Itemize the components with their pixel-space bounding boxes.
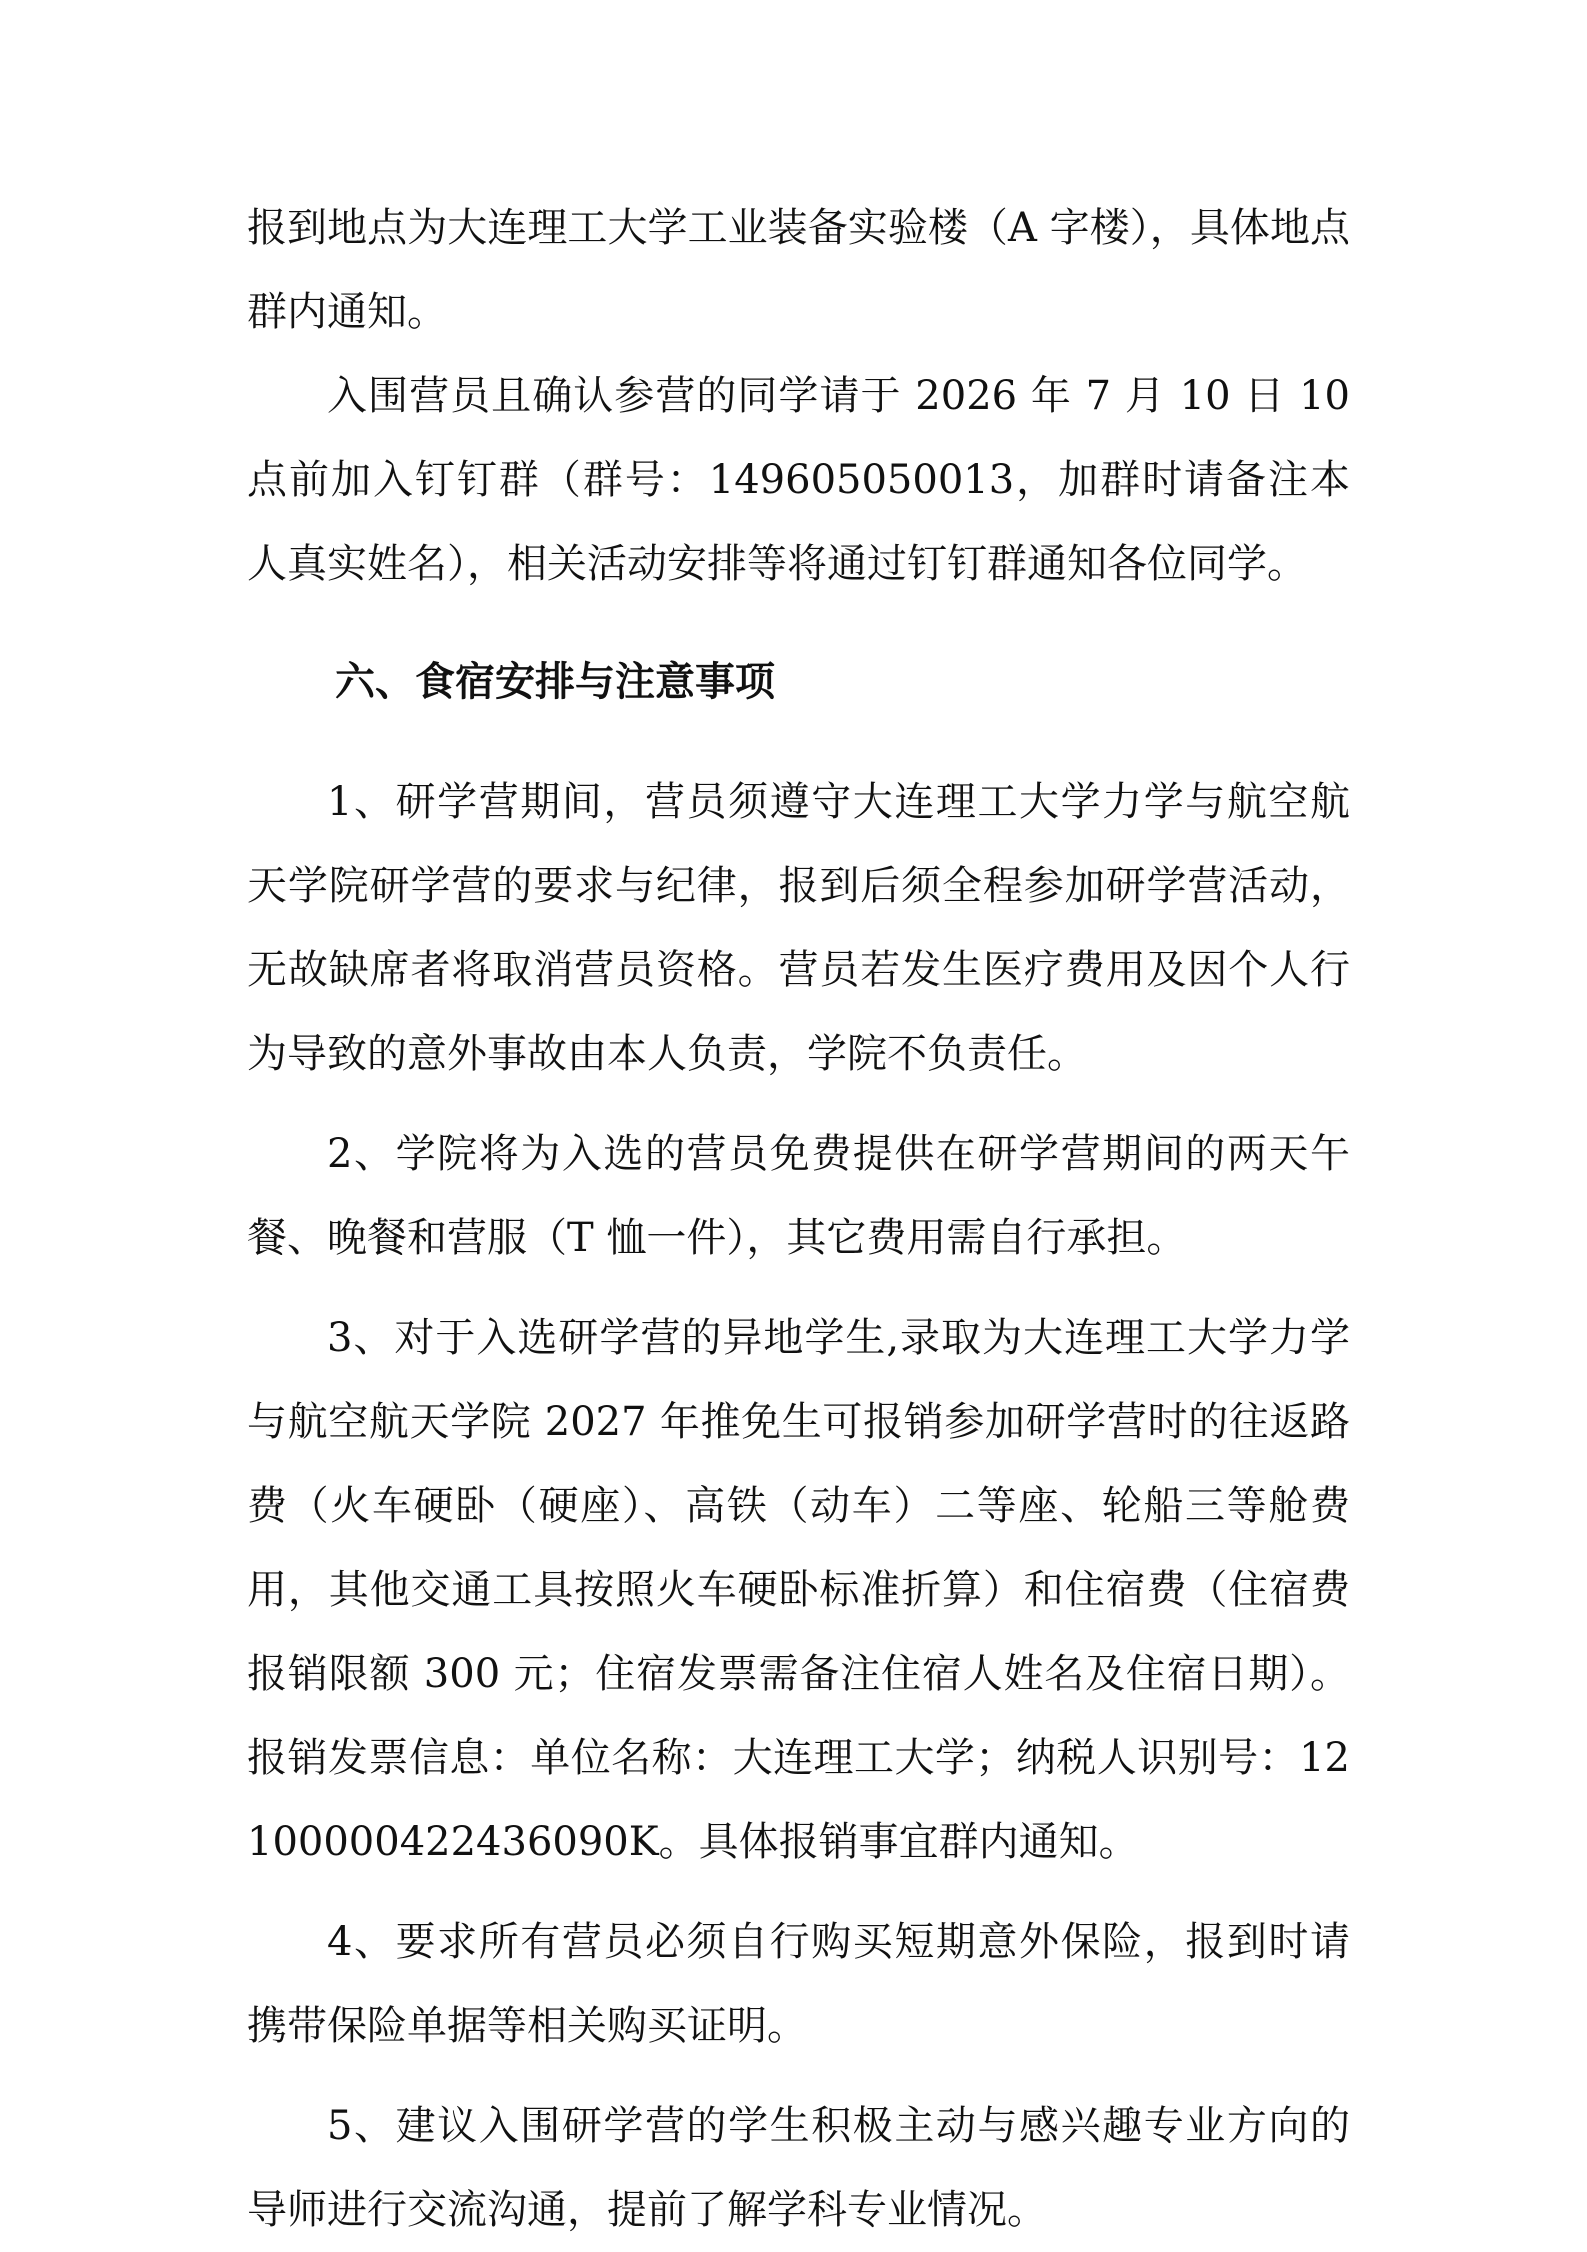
document-body bbox=[247, 186, 1350, 2252]
list-item: 2、学院将为入选的营员免费提供在研学营期间的两天午餐、晚餐和营服（T 恤一件），其它费用需自行承担。 bbox=[247, 1131, 1350, 1261]
list-item: 1、研学营期间，营员须遵守大连理工大学力学与航空航天学院研学营的要求与纪律，报到后须全程参加研学营活动，无故缺席者将取消营员资格。营员若发生医疗费用及因个人行为导致的意外事故由本人负责，学院不负责任。 bbox=[247, 779, 1350, 1077]
list-item: 4、要求所有营员必须自行购买短期意外保险，报到时请携带保险单据等相关购买证明。 bbox=[247, 1919, 1350, 2049]
paragraph-dingtalk-group: 入围营员且确认参营的同学请于 2026 年 7 月 10 日 10 点前加入钉钉群（群号：149605050013，加群时请备注本人真实姓名），相关活动安排等将通过钉钉群通知各位同学。 bbox=[247, 373, 1350, 587]
list-item: 5、建议入围研学营的学生积极主动与感兴趣专业方向的导师进行交流沟通，提前了解学科专业情况。 bbox=[247, 2103, 1350, 2233]
paragraph-report-location: 报到地点为大连理工大学工业装备实验楼（A 字楼），具体地点群内通知。 bbox=[247, 205, 1350, 335]
list-item: 3、对于入选研学营的异地学生,录取为大连理工大学力学与航空航天学院 2027 年推免生可报销参加研学营时的往返路费（火车硬卧（硬座）、高铁（动车）二等座、轮船三等舱费用，其他交通工具按照火车硬卧标准折算）和住宿费（住宿费报销限额 300 元；住宿发票需备注住宿人姓名及住宿日期）。报销发票信息：单位名称：大连理工大学；纳税人识别号：12100000422436090K。具体报销事宜群内通知。 bbox=[247, 1315, 1350, 1865]
section-heading: 六、食宿安排与注意事项 bbox=[335, 658, 775, 705]
